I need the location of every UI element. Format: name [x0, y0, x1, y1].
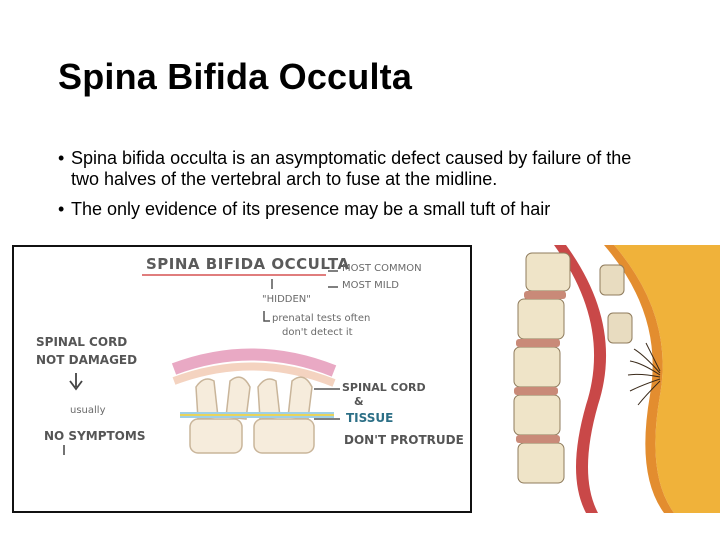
illustration-drawing: [14, 247, 470, 511]
bullet-text: Spina bifida occulta is an asymptomatic defect caused by failure of the two halves of the vertebral arch to fuse at the midline.: [71, 148, 632, 189]
slide-title: Spina Bifida Occulta: [58, 56, 413, 97]
bullet-marker: •: [58, 148, 65, 168]
note-most-common: MOST COMMON: [342, 263, 422, 274]
note-prenatal-line2: don't detect it: [282, 327, 353, 338]
right-label-line2: &: [354, 395, 364, 408]
illustration-heading: SPINA BIFIDA OCCULTA: [146, 255, 350, 273]
note-most-mild: MOST MILD: [342, 280, 399, 291]
spine-anatomy-image: [474, 245, 720, 513]
left-label-line1: SPINAL CORD: [36, 335, 128, 349]
left-label-line2: NOT DAMAGED: [36, 353, 138, 367]
right-label-line4: DON'T PROTRUDE: [344, 433, 464, 447]
spina-bifida-illustration: [12, 245, 472, 513]
left-no-symptoms: NO SYMPTOMS: [44, 429, 146, 443]
note-prenatal-line1: prenatal tests often: [272, 313, 371, 324]
bullet-item: [58, 148, 658, 190]
spine-anatomy-drawing: [474, 245, 720, 513]
bullet-text: The only evidence of its presence may be a small tuft of hair: [71, 199, 551, 219]
left-usually: usually: [70, 405, 106, 416]
right-label-line1: SPINAL CORD: [342, 381, 426, 394]
bullet-list: [58, 148, 658, 220]
bullet-item: [58, 199, 658, 220]
bullet-marker: •: [58, 199, 65, 219]
note-hidden: "HIDDEN": [262, 294, 311, 305]
right-label-line3: TISSUE: [346, 411, 394, 425]
